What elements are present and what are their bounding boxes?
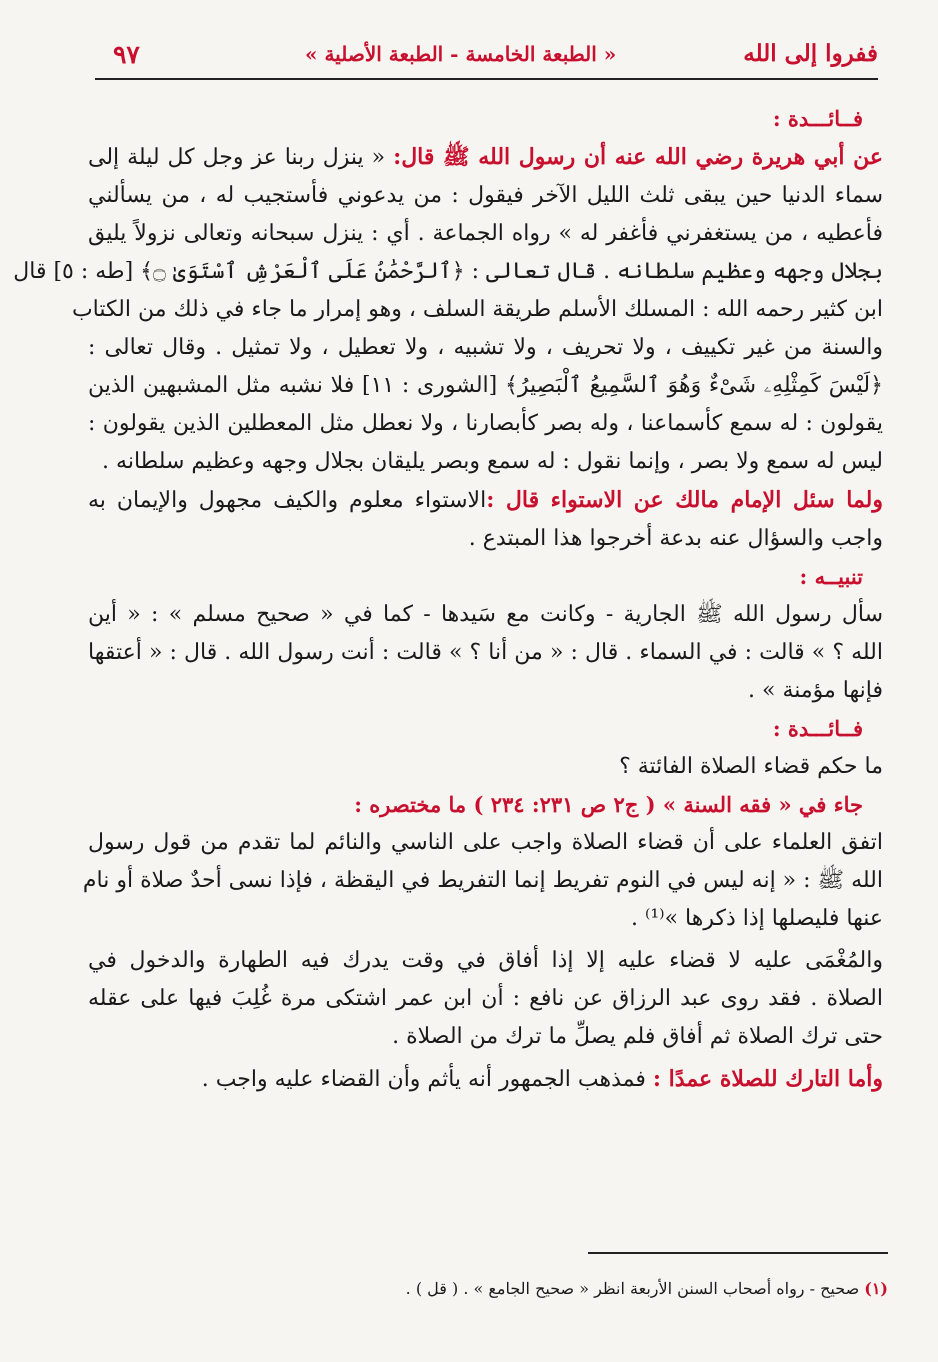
paragraph-line: عنها فليصلها إذا ذكرها »⁽¹⁾ . (630, 906, 883, 931)
paragraph-line: والسنة من غير تكييف ، ولا تحريف ، ولا تشبيه ، ولا تعطيل ، ولا تمثيل . وقال تعالى : (88, 335, 883, 360)
paragraph-line: ﴿لَيْسَ كَمِثْلِهِۦ شَىْءٌ وَهُوَ ٱلسَّمِيعُ ٱلْبَصِيرُ﴾ [الشورى : ١١] فلا نشبه مثل المشبهين الذين (88, 373, 883, 398)
section-heading-notice: تنبيــه : (799, 564, 863, 589)
book-title: ففروا إلى الله (743, 40, 878, 67)
paragraph-line: حتى ترك الصلاة ثم أفاق فلم يصلِّ ما ترك من الصلاة . (392, 1024, 883, 1049)
page-body (13, 100, 883, 1099)
footnote-number: (١) (864, 1279, 888, 1298)
question-line: ما حكم قضاء الصلاة الفائتة ؟ (619, 754, 883, 779)
paragraph-line: سأل رسول الله ﷺ الجارية - وكانت مع سَيدها - كما في « صحيح مسلم » : « أين (88, 602, 883, 627)
paragraph-line: يقولون : له سمع كأسماعنا ، وله بصر كأبصارنا ، ولا نعطل مثل المعطلين الذين يقولون : (88, 411, 883, 436)
paragraph-line: اتفق العلماء على أن قضاء الصلاة واجب على الناسي والنائم لما تقدم من قول رسول (88, 830, 883, 855)
footnote-text: صحيح - رواه أصحاب السنن الأربعة انظر « صحيح الجامع » . ( قل ) . (405, 1279, 865, 1298)
section-heading-benefit: فــائـــدة : (772, 106, 863, 131)
edition-label: « الطبعة الخامسة - الطبعة الأصلية » (305, 42, 617, 66)
footnote-divider (588, 1252, 888, 1254)
paragraph-line: بجلال وجهه وعظيم سلطانه . قال تعالى : ﴿ٱلرَّحْمَٰنُ عَلَى ٱلْعَرْشِ ٱسْتَوَىٰ ۝﴾ [طه : ٥] قال (13, 259, 883, 284)
paragraph-line: واجب والسؤال عنه بدعة أخرجوا هذا المبتدع . (468, 526, 883, 551)
paragraph-line (88, 1060, 883, 1099)
paragraph-line: فأعطيه ، من يستغفرني فأغفر له » رواه الجماعة . أي : ينزل سبحانه وتعالى نزولاً يليق (88, 221, 883, 246)
paragraph-line: الله ؟ » قالت : في السماء . قال : « من أنا ؟ » قالت : أنت رسول الله . قال : « أعتقها (88, 640, 883, 665)
page-header (95, 28, 878, 80)
paragraph-line: والمُغْمَى عليه لا قضاء عليه إلا إذا أفاق في وقت يدرك فيه الطهارة والدخول في (88, 948, 883, 973)
paragraph-line: الصلاة . فقد روى عبد الرزاق عن نافع : أن ابن عمر اشتكى مرة غُلِبَ فيها على عقله (88, 986, 883, 1011)
paragraph-line: ليس له سمع ولا بصر ، وإنما نقول : له سمع وبصر يليقان بجلال وجهه وعظيم سلطانه . (102, 449, 883, 474)
malik-text: الاستواء معلوم والكيف مجهول والإيمان به (88, 488, 487, 513)
hadith-intro: عن أبي هريرة رضي الله عنه أن رسول الله ﷺ قال: (393, 144, 883, 170)
section-heading-benefit-2: فــائـــدة : (772, 716, 863, 741)
paragraph-line (88, 138, 883, 177)
paragraph-line: الله ﷺ : « إنه ليس في النوم تفريط إنما التفريط في اليقظة ، فإذا نسى أحدٌ صلاة أو نام (82, 868, 883, 893)
paragraph-line (88, 481, 883, 520)
paragraph-line: سماء الدنيا حين يبقى ثلث الليل الآخر فيقول : من يدعوني فأستجيب له ، من يسألني (88, 183, 883, 208)
deliberate-abandon-intro: وأما التارك للصلاة عمدًا : (652, 1066, 883, 1092)
hadith-text: « ينزل ربنا عز وجل كل ليلة إلى (88, 145, 394, 170)
footnote (100, 1276, 888, 1302)
malik-intro: ولما سئل الإمام مالك عن الاستواء قال : (486, 487, 883, 513)
section-heading-source: جاء في « فقه السنة » ( ج٢ ص ٢٣١: ٢٣٤ ) ما مختصره : (354, 792, 863, 817)
deliberate-abandon-text: فمذهب الجمهور أنه يأثم وأن القضاء عليه واجب . (201, 1067, 653, 1092)
paragraph-line: ابن كثير رحمه الله : المسلك الأسلم طريقة السلف ، وهو إمرار ما جاء في ذلك من الكتاب (71, 297, 883, 322)
paragraph-line: فإنها مؤمنة » . (748, 678, 883, 703)
page-number: ٩٧ (113, 40, 140, 69)
